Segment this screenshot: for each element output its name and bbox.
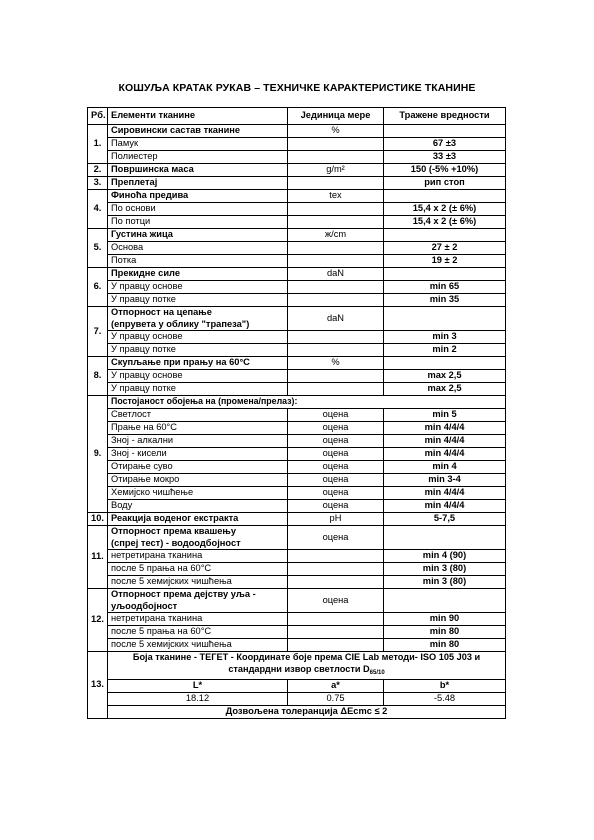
row-label: Отирање суво [108,461,288,474]
value-cell: max 2,5 [384,370,506,383]
row-label: Светлост [108,409,288,422]
row-label: Основа [108,242,288,255]
unit-cell: оцена [288,589,384,613]
unit-cell [288,177,384,190]
row-label: У правцу основе [108,281,288,294]
table-row [88,706,506,719]
row-label: Памук [108,138,288,151]
section-title: Густина жица [108,229,288,242]
lab-a-value: 0.75 [288,693,384,706]
value-cell: min 4/4/4 [384,500,506,513]
value-cell: min 4 (90) [384,550,506,563]
value-cell: 15,4 x 2 (± 6%) [384,216,506,229]
unit-cell [288,281,384,294]
unit-cell [288,138,384,151]
color-coordinates-note [108,652,506,680]
table-header-row [88,108,506,125]
section-title [108,526,288,550]
row-label: У правцу основе [108,370,288,383]
header-unit: Јединица мере [288,108,384,125]
table-row [88,138,506,151]
row-label: Отирање мокро [108,474,288,487]
table-row [88,255,506,268]
value-cell [384,526,506,550]
table-row [88,448,506,461]
unit-cell: tex [288,190,384,203]
value-cell: 150 (-5% +10%) [384,164,506,177]
unit-cell [288,255,384,268]
row-label: после 5 хемијских чишћења [108,639,288,652]
row-number: 1. [88,125,108,164]
table-row [88,563,506,576]
row-number: 12. [88,589,108,652]
value-cell: min 5 [384,409,506,422]
table-row [88,693,506,706]
value-cell: min 80 [384,639,506,652]
value-cell [384,268,506,281]
row-number: 13. [88,652,108,719]
row-label: нетретирана тканина [108,613,288,626]
table-row [88,164,506,177]
section-title: Финоћа предива [108,190,288,203]
unit-cell [288,344,384,357]
row-number: 3. [88,177,108,190]
section-title [108,307,288,331]
value-cell: min 3 (80) [384,563,506,576]
value-cell: 15,4 x 2 (± 6%) [384,203,506,216]
table-row [88,589,506,613]
section-title-line: Отпорност према дејству уља - [111,589,256,599]
table-row [88,307,506,331]
value-cell: 27 ± 2 [384,242,506,255]
section-title: Преплетај [108,177,288,190]
row-label: нетретирана тканина [108,550,288,563]
section-title [108,589,288,613]
header-element: Елементи тканине [108,108,288,125]
value-cell: 5-7,5 [384,513,506,526]
unit-cell [288,242,384,255]
row-label: У правцу потке [108,294,288,307]
header-no: Рб. [88,108,108,125]
unit-cell: оцена [288,474,384,487]
table-row [88,190,506,203]
table-row [88,281,506,294]
table-row [88,461,506,474]
unit-cell: % [288,357,384,370]
table-row [88,422,506,435]
unit-cell: g/m² [288,164,384,177]
row-number: 9. [88,396,108,513]
unit-cell: оцена [288,526,384,550]
table-row [88,474,506,487]
row-label: Хемијско чишћење [108,487,288,500]
row-label: У правцу основе [108,331,288,344]
table-row [88,639,506,652]
value-cell: min 4/4/4 [384,422,506,435]
tolerance-note: Дозвољена толеранција ΔEcmc ≤ 2 [108,706,506,719]
section-title: Површинска маса [108,164,288,177]
table-row [88,435,506,448]
row-label: после 5 хемијских чишћења [108,576,288,589]
value-cell [384,307,506,331]
table-row [88,357,506,370]
row-label: По потци [108,216,288,229]
unit-cell [288,550,384,563]
value-cell [384,229,506,242]
value-cell: min 4/4/4 [384,448,506,461]
row-label: после 5 прања на 60°C [108,563,288,576]
value-cell: min 4/4/4 [384,435,506,448]
row-label: после 5 прања на 60°C [108,626,288,639]
value-cell: min 80 [384,626,506,639]
row-number: 4. [88,190,108,229]
value-cell: min 3-4 [384,474,506,487]
unit-cell: pH [288,513,384,526]
value-cell: 33 ±3 [384,151,506,164]
row-label: Воду [108,500,288,513]
table-row [88,487,506,500]
unit-cell [288,151,384,164]
row-label: Зној - кисели [108,448,288,461]
value-cell [384,357,506,370]
table-row [88,613,506,626]
table-row [88,526,506,550]
table-row [88,550,506,563]
header-value: Тражене вредности [384,108,506,125]
lab-b-label: b* [384,680,506,693]
row-label: Зној - алкални [108,435,288,448]
section-title-line: (спреј тест) - водоодбојност [111,537,241,548]
row-label: У правцу потке [108,383,288,396]
section-title-line: Отпорност на цепање [111,307,212,317]
section-title-line: (епрувета у облику "трапеза") [111,318,250,329]
unit-cell [288,216,384,229]
value-cell: min 65 [384,281,506,294]
table-row [88,125,506,138]
table-row [88,242,506,255]
unit-cell: оцена [288,461,384,474]
table-row [88,177,506,190]
table-row [88,294,506,307]
unit-cell [288,203,384,216]
table-row [88,268,506,281]
row-label: Прање на 60°C [108,422,288,435]
lab-l-value: 18.12 [108,693,288,706]
value-cell [384,190,506,203]
table-row [88,680,506,693]
value-cell: min 3 (80) [384,576,506,589]
table-row [88,652,506,680]
value-cell: 67 ±3 [384,138,506,151]
row-number: 10. [88,513,108,526]
unit-cell [288,563,384,576]
table-row [88,216,506,229]
table-row [88,151,506,164]
unit-cell: оцена [288,422,384,435]
table-row [88,409,506,422]
value-cell: min 2 [384,344,506,357]
section-title-line: Отпорност према квашењу [111,526,237,536]
unit-cell: daN [288,307,384,331]
table-row [88,344,506,357]
value-cell: 19 ± 2 [384,255,506,268]
table-row [88,513,506,526]
unit-cell: оцена [288,500,384,513]
table-row [88,500,506,513]
section-title: Скупљање при прању на 60°C [108,357,288,370]
row-label: По основи [108,203,288,216]
row-label: Потка [108,255,288,268]
page-title: КОШУЉА КРАТАК РУКАВ – ТЕХНИЧКЕ КАРАКТЕРИСТИКЕ ТКАНИНЕ [118,82,476,94]
section-title-line: уљоодбојност [111,600,178,611]
unit-cell: % [288,125,384,138]
value-cell: min 3 [384,331,506,344]
value-cell [384,589,506,613]
unit-cell [288,383,384,396]
section-title: Постојаност обојења на (промена/прелаз): [108,396,506,409]
value-cell: min 4/4/4 [384,487,506,500]
table-row [88,626,506,639]
table-row [88,370,506,383]
unit-cell [288,370,384,383]
lab-l-label: L* [108,680,288,693]
unit-cell: оцена [288,487,384,500]
row-number: 11. [88,526,108,589]
lab-b-value: -5.48 [384,693,506,706]
unit-cell: оцена [288,435,384,448]
illuminant-subscript: 65/10 [369,669,385,676]
section-title: Сировински састав тканине [108,125,288,138]
row-label: У правцу потке [108,344,288,357]
table-row [88,576,506,589]
row-number: 8. [88,357,108,396]
unit-cell [288,639,384,652]
unit-cell: оцена [288,409,384,422]
row-number: 2. [88,164,108,177]
unit-cell [288,331,384,344]
table-row [88,383,506,396]
section-title: Прекидне силе [108,268,288,281]
value-cell: min 90 [384,613,506,626]
row-number: 6. [88,268,108,307]
row-label: Полиестер [108,151,288,164]
table-row [88,203,506,216]
unit-cell: оцена [288,448,384,461]
row-number: 5. [88,229,108,268]
table-row [88,229,506,242]
unit-cell: daN [288,268,384,281]
unit-cell [288,576,384,589]
value-cell: max 2,5 [384,383,506,396]
color-note-line: стандардни извор светлости D [228,663,370,674]
table-row [88,396,506,409]
lab-a-label: a* [288,680,384,693]
value-cell: min 35 [384,294,506,307]
unit-cell [288,294,384,307]
unit-cell [288,626,384,639]
spec-table [87,107,506,719]
value-cell: рип стоп [384,177,506,190]
unit-cell: ж/cm [288,229,384,242]
value-cell [384,125,506,138]
value-cell: min 4 [384,461,506,474]
section-title: Реакција воденог екстракта [108,513,288,526]
row-number: 7. [88,307,108,357]
color-note-line: Боја тканине - ТЕГЕТ - Координате боје према CIE Lab методи- ISO 105 J03 и [132,652,481,662]
unit-cell [288,613,384,626]
table-row [88,331,506,344]
